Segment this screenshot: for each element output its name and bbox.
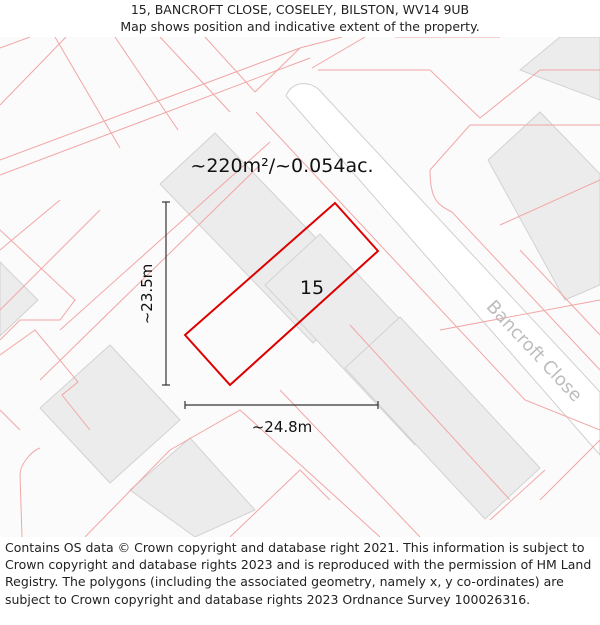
width-dimension <box>185 401 378 409</box>
property-address: 15, BANCROFT CLOSE, COSELEY, BILSTON, WV14 9UB <box>130 2 470 17</box>
building <box>520 37 600 100</box>
map-subtitle: Map shows position and indicative extent of the property. <box>120 19 480 34</box>
building <box>488 112 600 300</box>
building <box>0 262 38 336</box>
area-label: ~220m²/~0.054ac. <box>190 155 374 177</box>
width-dimension-label: ~24.8m <box>251 418 313 436</box>
height-dimension <box>162 202 170 385</box>
height-dimension-label: ~23.5m <box>138 263 156 325</box>
street-name-label: Bancroft Close <box>481 296 587 407</box>
plot-number-label: 15 <box>299 277 325 299</box>
map-view[interactable] <box>0 37 600 537</box>
building <box>130 438 255 537</box>
page-header <box>0 0 600 38</box>
building <box>40 345 180 483</box>
copyright-notice: Contains OS data © Crown copyright and database right 2021. This information is subject to Crown copyright and database rights 2023 and is reproduced with the permission of HM Land Registry. The polygons (including the associated geometry, namely x, y co-ordinates) are subject to Crown copyright and database rights 2023 Ordnance Survey 100026316. <box>5 540 592 607</box>
